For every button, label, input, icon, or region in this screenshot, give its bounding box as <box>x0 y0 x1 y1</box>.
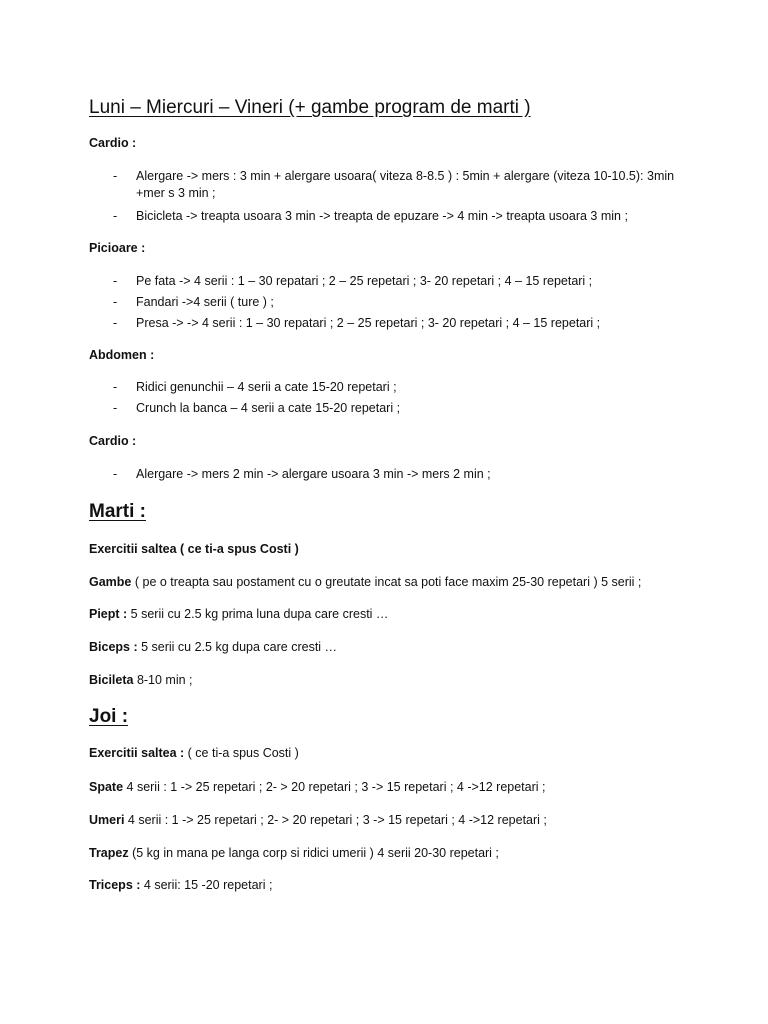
list-item-text: Alergare -> mers 2 min -> alergare usoara 3 min -> mers 2 min ; <box>136 467 491 481</box>
joi-line <box>89 780 546 794</box>
marti-line <box>89 575 641 589</box>
joi-line <box>89 746 299 760</box>
line-text: 4 serii : 1 -> 25 repetari ; 2- > 20 repetari ; 3 -> 15 repetari ; 4 ->12 repetari ; <box>124 813 547 827</box>
day-heading-marti: Marti : <box>89 501 146 522</box>
line-text: ( ce ti-a spus Costi ) <box>184 746 299 760</box>
line-label: Gambe <box>89 575 132 589</box>
list-item-text: Pe fata -> 4 serii : 1 – 30 repatari ; 2 – 25 repetari ; 3- 20 repetari ; 4 – 15 repetari ; <box>136 274 593 288</box>
joi-line <box>89 813 547 827</box>
line-label: Exercitii saltea ( ce ti-a spus Costi ) <box>89 542 299 556</box>
line-label: Exercitii saltea : <box>89 746 185 760</box>
list-bullet: - <box>113 209 118 223</box>
list-bullet: - <box>113 380 118 394</box>
line-text: ( pe o treapta sau postament cu o greutate incat sa poti face maxim 25-30 repetari ) 5 serii ; <box>131 575 642 589</box>
line-text: 5 serii cu 2.5 kg dupa care cresti … <box>137 640 338 654</box>
list-item-text-continued: +mer s 3 min ; <box>136 186 216 200</box>
list-item-text: Bicicleta -> treapta usoara 3 min -> treapta de epuzare -> 4 min -> treapta usoara 3 min ; <box>136 209 628 223</box>
line-text: (5 kg in mana pe langa corp si ridici umerii ) 4 serii 20-30 repetari ; <box>128 846 499 860</box>
marti-line <box>89 607 388 621</box>
line-text: 8-10 min ; <box>133 673 193 687</box>
page-title: Luni – Miercuri – Vineri (+ gambe program de marti ) <box>89 97 531 118</box>
day-heading-joi: Joi : <box>89 706 129 727</box>
line-label: Piept : <box>89 607 128 621</box>
section-heading-picioare: Picioare : <box>89 241 146 255</box>
list-bullet: - <box>113 274 118 288</box>
joi-line <box>89 878 272 892</box>
list-item-text: Ridici genunchii – 4 serii a cate 15-20 repetari ; <box>136 380 397 394</box>
line-label: Biceps : <box>89 640 138 654</box>
line-label: Bicileta <box>89 673 134 687</box>
list-bullet: - <box>113 401 118 415</box>
list-item-text: Fandari ->4 serii ( ture ) ; <box>136 295 274 309</box>
list-bullet: - <box>113 169 118 183</box>
line-label: Trapez <box>89 846 129 860</box>
list-item-text: Alergare -> mers : 3 min + alergare usoara( viteza 8-8.5 ) : 5min + alergare (viteza 10-10.5): 3min <box>136 169 675 183</box>
line-text: 4 serii: 15 -20 repetari ; <box>140 878 273 892</box>
marti-line <box>89 640 337 654</box>
section-heading-cardio: Cardio : <box>89 136 137 150</box>
joi-line <box>89 846 499 860</box>
section-heading-cardio-2: Cardio : <box>89 434 137 448</box>
line-text: 4 serii : 1 -> 25 repetari ; 2- > 20 repetari ; 3 -> 15 repetari ; 4 ->12 repetari ; <box>123 780 546 794</box>
marti-line <box>89 673 193 687</box>
line-label: Triceps : <box>89 878 141 892</box>
section-heading-abdomen: Abdomen : <box>89 348 155 362</box>
list-item-text: Presa -> -> 4 serii : 1 – 30 repatari ; 2 – 25 repetari ; 3- 20 repetari ; 4 – 15 repetari ; <box>136 316 601 330</box>
line-label: Spate <box>89 780 124 794</box>
list-bullet: - <box>113 316 118 330</box>
list-item-text: Crunch la banca – 4 serii a cate 15-20 repetari ; <box>136 401 401 415</box>
list-bullet: - <box>113 295 118 309</box>
line-label: Umeri <box>89 813 125 827</box>
line-text: 5 serii cu 2.5 kg prima luna dupa care cresti … <box>127 607 389 621</box>
marti-line <box>89 542 299 556</box>
list-bullet: - <box>113 467 118 481</box>
